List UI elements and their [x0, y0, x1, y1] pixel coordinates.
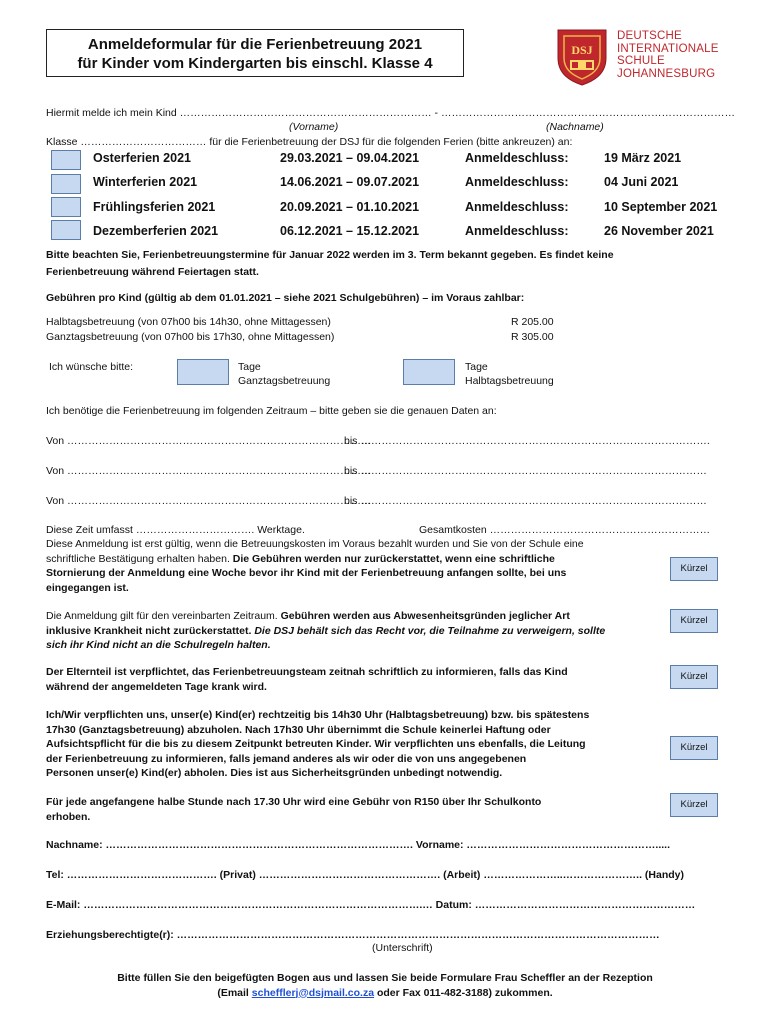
half-day-price: R 205.00 — [511, 316, 554, 328]
january-notice — [46, 248, 726, 279]
terms-text: schriftliche Bestätigung erhalten haben. — [46, 552, 233, 565]
holiday-dates: 20.09.2021 – 01.10.2021 — [280, 200, 420, 214]
terms-text: Die Anmeldung gilt für den vereinbarten Zeitraum. — [46, 610, 281, 622]
terms-text-italic: Die DSJ behält sich das Recht vor, die Teilnahme zu verweigern, sollte — [254, 624, 606, 637]
child-name-line[interactable]: Hiermit melde ich mein Kind ……………………………………………………………… - ………………………………………………………………………… — [46, 107, 735, 119]
terms-line: während der angemeldeten Tage krank wird. — [46, 680, 267, 693]
holiday-deadline-label: Anmeldeschluss: — [465, 200, 569, 214]
terms-line: 17h30 (Ganztagsbetreuung) abzuholen. Nach 17h30 Uhr übernimmt die Schule keinerlei Haftung oder — [46, 723, 551, 736]
full-day-count-input[interactable] — [177, 359, 229, 385]
school-name-line: JOHANNESBURG — [617, 67, 716, 80]
bis-field[interactable]: bis ………………………………………………………………………………………. — [344, 435, 710, 447]
holiday-dates: 29.03.2021 – 09.04.2021 — [280, 151, 420, 165]
von-field[interactable]: Von …………………………………………………………………………… — [46, 495, 372, 507]
terms-line: Diese Anmeldung ist erst gültig, wenn die Betreuungskosten im Voraus bezahlt wurden und Sie von der Schule eine — [46, 538, 584, 550]
terms-line: Stornierung der Anmeldung eine Woche bevor ihr Kind mit der Ferienbetreuung anfangen sollte, bei uns — [46, 567, 567, 579]
period-intro: Ich benötige die Ferienbetreuung im folgenden Zeitraum – bitte geben sie die genauen Daten an: — [46, 405, 497, 417]
phone-fields[interactable]: Tel: ……………………………………. (Privat) ……………………………………………. (Arbeit) …………………..………………….. (Handy) — [46, 869, 684, 881]
terms-paragraph-2 — [46, 609, 666, 653]
guardian-signature-field[interactable]: Erziehungsberechtigte(r): ………………………………………………………………………………………………………………………… — [46, 929, 660, 941]
holiday-deadline: 19 März 2021 — [604, 151, 682, 165]
werktage-field[interactable]: Diese Zeit umfasst ……………………………. Werktage. — [46, 524, 305, 536]
holiday-deadline-label: Anmeldeschluss: — [465, 175, 569, 189]
full-day-type: Ganztagsbetreuung — [238, 375, 331, 387]
logo-text: DSJ — [571, 43, 593, 57]
email-link[interactable]: schefflerj@dsjmail.co.za — [251, 986, 375, 999]
bis-field[interactable]: bis ……………………………………………………………………………………… — [344, 465, 707, 477]
full-day-price: R 305.00 — [511, 331, 554, 343]
terms-line: Für jede angefangene halbe Stunde nach 17.30 Uhr wird eine Gebühr von R150 über Ihr Schulkonto — [46, 796, 542, 808]
terms-paragraph-4 — [46, 708, 666, 781]
form-title-box — [46, 29, 464, 77]
holiday-name: Frühlingsferien 2021 — [93, 200, 216, 214]
wish-label: Ich wünsche bitte: — [49, 361, 134, 373]
notice-line: Bitte beachten Sie, Ferienbetreuungstermine für Januar 2022 werden im 3. Term bekannt gegeben. Es findet keine — [46, 249, 614, 261]
terms-paragraph-5 — [46, 795, 666, 824]
terms-paragraph-3 — [46, 665, 666, 694]
full-day-label: Ganztagsbetreuung (von 07h00 bis 17h30, ohne Mittagessen) — [46, 331, 335, 343]
school-name — [617, 30, 719, 80]
checkbox-winterferien[interactable] — [51, 174, 81, 194]
half-day-count-input[interactable] — [403, 359, 455, 385]
terms-line: erhoben. — [46, 810, 91, 823]
terms-line: Ich/Wir verpflichten uns, unser(e) Kind(er) rechtzeitig bis 14h30 Uhr (Halbtagsbetreuung) bzw. bis spätestens — [46, 709, 590, 721]
terms-text-bold: Gebühren werden aus Abwesenheitsgründen jeglicher Art — [280, 610, 570, 622]
footer-text: (Email — [217, 986, 252, 999]
terms-line: Personen unser(e) Kind(er) abholen. Dies ist aus Sicherheitsgründen unbedingt notwendig. — [46, 767, 503, 779]
class-line[interactable]: Klasse ……………………………… für die Ferienbetreuung der DSJ für die folgenden Ferien (bitte ankreuzen) an: — [46, 136, 573, 148]
footer-text: oder Fax 011-482-3188) zukommen. — [374, 986, 553, 999]
terms-line — [46, 624, 666, 639]
terms-line: der Ferienbetreuung zu informieren, falls jemand anderes als wir oder die von uns angegebenen — [46, 752, 527, 765]
holiday-deadline: 10 September 2021 — [604, 200, 718, 214]
terms-line: Der Elternteil ist verpflichtet, das Ferienbetreuungsteam zeitnah schriftlich zu informieren, falls das Kind — [46, 666, 568, 678]
half-day-tage: Tage — [465, 361, 488, 373]
gesamtkosten-field[interactable]: Gesamtkosten ……………………………………………………… — [419, 524, 711, 536]
terms-line: sich ihr Kind nicht an die Schulregeln halten. — [46, 639, 271, 651]
holiday-dates: 14.06.2021 – 09.07.2021 — [280, 175, 420, 189]
terms-line: eingegangen ist. — [46, 581, 129, 594]
kuerzel-field[interactable]: Kürzel — [670, 793, 718, 817]
terms-line: Aufsichtspflicht für die bis zu diesem Zeitpunkt betreuten Kinder. Wir verpflichten uns ebenfalls, die Leitung — [46, 738, 586, 750]
terms-text-bold: inklusive Krankheit nicht zurückerstattet. — [46, 624, 255, 637]
signature-caption: (Unterschrift) — [372, 942, 433, 954]
email-date-fields[interactable]: E-Mail: …………………………………………………………………………………….… Datum: ……………………………………………………… — [46, 899, 696, 911]
school-name-line: INTERNATIONALE — [617, 42, 719, 55]
kuerzel-field[interactable]: Kürzel — [670, 557, 718, 581]
name-fields[interactable]: Nachname: ……………………………………………………………………………. Vorname: ………………………………………………..... — [46, 839, 671, 851]
holiday-name: Winterferien 2021 — [93, 175, 198, 189]
holiday-deadline: 04 Juni 2021 — [604, 175, 679, 189]
terms-paragraph-1 — [46, 537, 666, 595]
holiday-deadline: 26 November 2021 — [604, 224, 714, 238]
holiday-name: Dezemberferien 2021 — [93, 224, 219, 238]
nachname-caption: (Nachname) — [546, 121, 604, 133]
kuerzel-field[interactable]: Kürzel — [670, 609, 718, 633]
checkbox-dezemberferien[interactable] — [51, 220, 81, 240]
full-day-tage: Tage — [238, 361, 261, 373]
form-title-line2: für Kinder vom Kindergarten bis einschl. Klasse 4 — [77, 55, 433, 72]
school-name-line: SCHULE — [617, 55, 665, 67]
kuerzel-field[interactable]: Kürzel — [670, 736, 718, 760]
footer-line: Bitte füllen Sie den beigefügten Bogen aus und lassen Sie beide Formulare Frau Scheffler an der Rezeption — [117, 972, 653, 984]
footer-instructions — [0, 971, 770, 1000]
school-logo — [556, 28, 608, 86]
holiday-deadline-label: Anmeldeschluss: — [465, 224, 569, 238]
kuerzel-field[interactable]: Kürzel — [670, 665, 718, 689]
bis-field[interactable]: bis ……………………………………………………………………………………… — [344, 495, 707, 507]
school-name-line: DEUTSCHE — [617, 30, 682, 42]
holiday-name: Osterferien 2021 — [93, 151, 191, 165]
half-day-label: Halbtagsbetreuung (von 07h00 bis 14h30, ohne Mittagessen) — [46, 316, 331, 328]
footer-line — [0, 986, 770, 1001]
notice-line: Ferienbetreuung während Feiertagen statt. — [46, 265, 259, 278]
half-day-type: Halbtagsbetreuung — [465, 375, 554, 387]
terms-text-bold: Die Gebühren werden nur zurückerstattet, wenn eine schriftliche — [232, 552, 555, 565]
von-field[interactable]: Von …………………………………………………………………………… — [46, 435, 372, 447]
von-field[interactable]: Von …………………………………………………………………………… — [46, 465, 372, 477]
vorname-caption: (Vorname) — [289, 121, 339, 133]
fees-heading: Gebühren pro Kind (gültig ab dem 01.01.2021 – siehe 2021 Schulgebühren) – im Voraus zahlbar: — [46, 292, 525, 304]
terms-line — [46, 552, 666, 567]
checkbox-osterferien[interactable] — [51, 150, 81, 170]
holiday-dates: 06.12.2021 – 15.12.2021 — [280, 224, 420, 238]
holiday-deadline-label: Anmeldeschluss: — [465, 151, 569, 165]
checkbox-fruehlingsferien[interactable] — [51, 197, 81, 217]
terms-line — [46, 609, 666, 624]
form-title-line1: Anmeldeformular für die Ferienbetreuung 2021 — [87, 36, 423, 53]
